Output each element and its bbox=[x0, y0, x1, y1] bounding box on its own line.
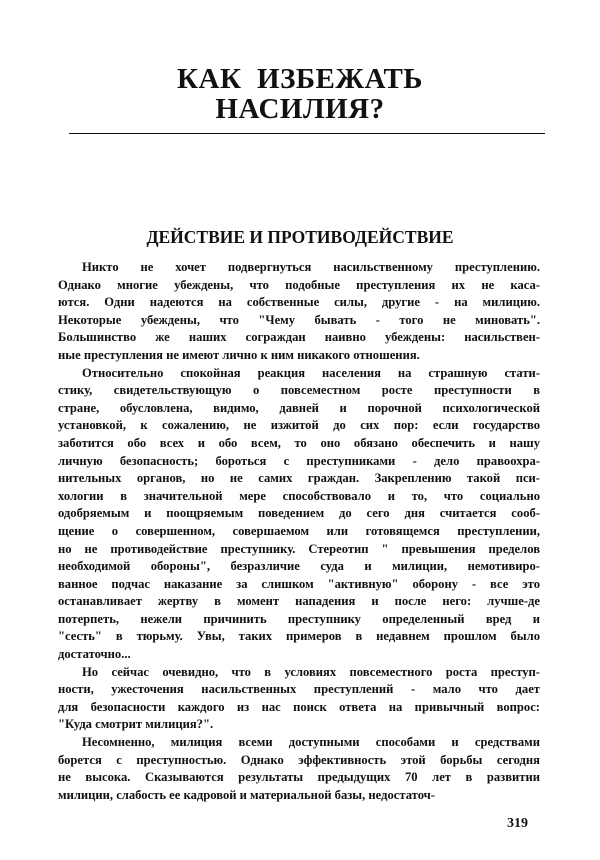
text-line: необходимой обороны", безразличие суда и милиции, немотивиро- bbox=[58, 559, 540, 574]
text-line: "Куда смотрит милиция?". bbox=[58, 717, 214, 732]
paragraph bbox=[58, 259, 540, 365]
body-text bbox=[58, 259, 540, 804]
text-line: Никто не хочет подвергнуться насильственному преступлению. bbox=[82, 260, 540, 274]
text-line: Несомненно, милиция всеми доступными способами и средствами bbox=[82, 735, 540, 750]
paragraph bbox=[58, 734, 540, 804]
text-line: щение о совершенном, совершаемом или готовящемся преступлении, bbox=[58, 523, 540, 538]
chapter-title-line-1: КАК ИЗБЕЖАТЬ bbox=[177, 63, 423, 95]
text-line: стику, свидетельствующую о повсеместном росте преступности в bbox=[58, 383, 540, 398]
page-number: 319 bbox=[507, 816, 528, 831]
paragraph bbox=[58, 365, 540, 664]
text-line: Некоторые убеждены, что "Чему бывать - того не миновать". bbox=[58, 312, 540, 327]
text-line: заботится обо всех и обо всем, то оно обязано обеспечить и нашу bbox=[58, 435, 540, 450]
text-line: одобряемым и поощряемым поведением до сего дня считается сооб- bbox=[58, 506, 540, 521]
text-line: установкой, к сожалению, не изжитой до сих пор: если государство bbox=[58, 418, 540, 433]
chapter-title-line-2: НАСИЛИЯ? bbox=[215, 93, 385, 125]
text-line: достаточно... bbox=[58, 647, 131, 662]
text-line: стране, обусловлена, видимо, давней и порочной психологической bbox=[58, 400, 540, 415]
text-line: Большинство же наших сограждан наивно убеждены: насильствен- bbox=[58, 330, 540, 345]
text-line: Но сейчас очевидно, что в условиях повсеместного роста преступ- bbox=[82, 664, 540, 679]
text-line: потерпеть, нежели причинить преступнику определенный вред и bbox=[58, 611, 540, 626]
title-divider bbox=[69, 133, 545, 134]
text-line: хологии в значительной мере способствовало и то, что социально bbox=[58, 488, 540, 503]
text-line: милиции, слабость ее кадровой и материальной базы, недостаточ- bbox=[58, 787, 435, 802]
text-line: нительных органов, но не самих граждан. Закреплению такой пси- bbox=[58, 471, 540, 486]
text-line: ности, ужесточения насильственных преступлений - мало что дает bbox=[58, 682, 540, 697]
paragraph bbox=[58, 664, 540, 734]
text-line: ные преступления не имеют лично к ним никакого отношения. bbox=[58, 347, 420, 362]
text-line: но не противодействие преступнику. Стереотип " превышения пределов bbox=[58, 541, 540, 556]
text-line: Относительно спокойная реакция населения на страшную стати- bbox=[82, 365, 540, 380]
text-line: "сесть" в тюрьму. Увы, таких примеров в недавнем прошлом было bbox=[58, 629, 540, 644]
text-line: останавливает жертву в момент нападения и после него: лучше-де bbox=[58, 594, 540, 609]
chapter-title bbox=[0, 64, 600, 124]
text-line: ванное подчас наказание за слишком "активную" оборону - все это bbox=[58, 576, 540, 591]
text-line: личную безопасность; бороться с преступниками - дело правоохра- bbox=[58, 453, 540, 468]
text-line: борется с преступностью. Однако эффективность этой борьбы сегодня bbox=[58, 752, 540, 767]
text-line: ются. Одни надеются на собственные силы, другие - на милицию. bbox=[58, 295, 540, 310]
section-title: ДЕЙСТВИЕ И ПРОТИВОДЕЙСТВИЕ bbox=[146, 227, 454, 247]
text-line: не высока. Сказываются результаты предыдущих 70 лет в развитии bbox=[58, 770, 540, 785]
text-line: для безопасности каждого из нас поиск ответа на привычный вопрос: bbox=[58, 699, 540, 714]
text-line: Однако многие убеждены, что подобные преступления их не каса- bbox=[58, 277, 540, 292]
